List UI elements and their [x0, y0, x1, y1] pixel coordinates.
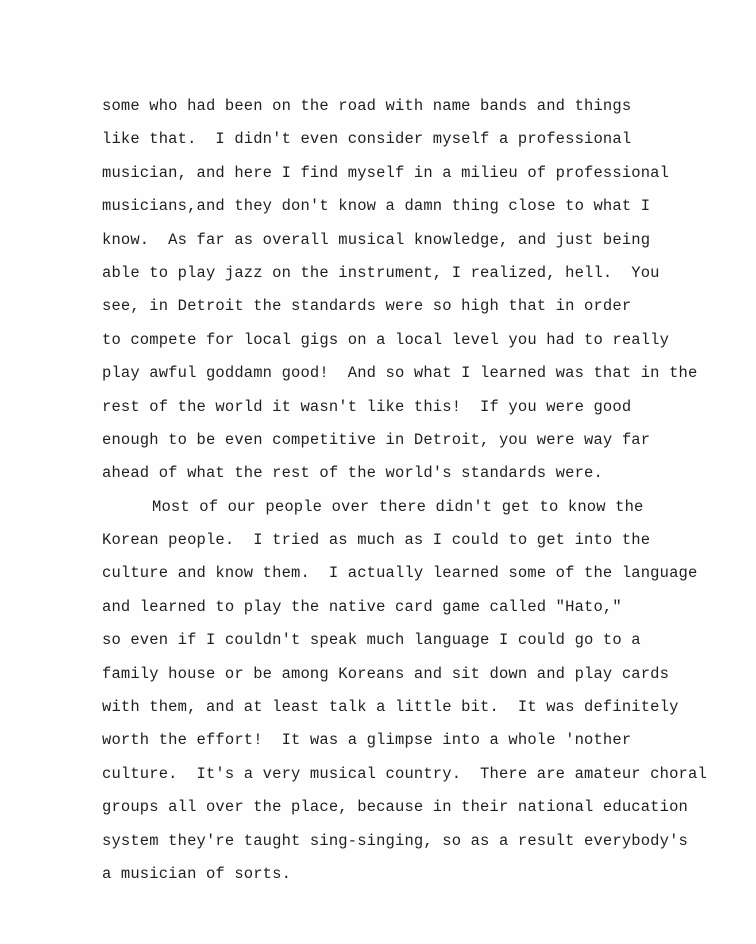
- text-line: see, in Detroit the standards were so high that in order: [102, 297, 632, 316]
- text-line: system they're taught sing-singing, so as a result everybody's: [102, 831, 688, 850]
- text-line: enough to be even competitive in Detroit, you were way far: [102, 430, 651, 449]
- text-line: family house or be among Koreans and sit down and play cards: [102, 664, 670, 683]
- text-line: know. As far as overall musical knowledge, and just being: [102, 230, 651, 249]
- text-line: and learned to play the native card game called "Hato,": [102, 597, 622, 616]
- text-line: Most of our people over there didn't get to know the: [152, 497, 644, 516]
- body-text: [102, 92, 752, 893]
- text-line: worth the effort! It was a glimpse into a whole 'nother: [102, 731, 632, 750]
- text-line: to compete for local gigs on a local level you had to really: [102, 330, 670, 349]
- text-line: groups all over the place, because in their national education: [102, 798, 688, 817]
- text-line: Korean people. I tried as much as I could to get into the: [102, 531, 651, 550]
- text-line: musicians,and they don't know a damn thing close to what I: [102, 197, 651, 216]
- text-line: culture and know them. I actually learned some of the language: [102, 564, 698, 583]
- text-line: so even if I couldn't speak much language I could go to a: [102, 631, 641, 650]
- text-line: culture. It's a very musical country. There are amateur choral: [102, 764, 707, 783]
- text-line: musician, and here I find myself in a milieu of professional: [102, 163, 670, 182]
- text-line: a musician of sorts.: [102, 864, 292, 883]
- paragraph-2: [102, 493, 752, 894]
- text-line: like that. I didn't even consider myself a professional: [102, 130, 632, 149]
- text-line: some who had been on the road with name bands and things: [102, 97, 632, 115]
- text-line: rest of the world it wasn't like this! If you were good: [102, 397, 632, 416]
- text-line: ahead of what the rest of the world's standards were.: [102, 464, 603, 483]
- paragraph-1: [102, 92, 752, 493]
- text-line: able to play jazz on the instrument, I realized, hell. You: [102, 263, 660, 282]
- text-line: play awful goddamn good! And so what I learned was that in the: [102, 364, 698, 383]
- text-line: with them, and at least talk a little bit. It was definitely: [102, 698, 679, 717]
